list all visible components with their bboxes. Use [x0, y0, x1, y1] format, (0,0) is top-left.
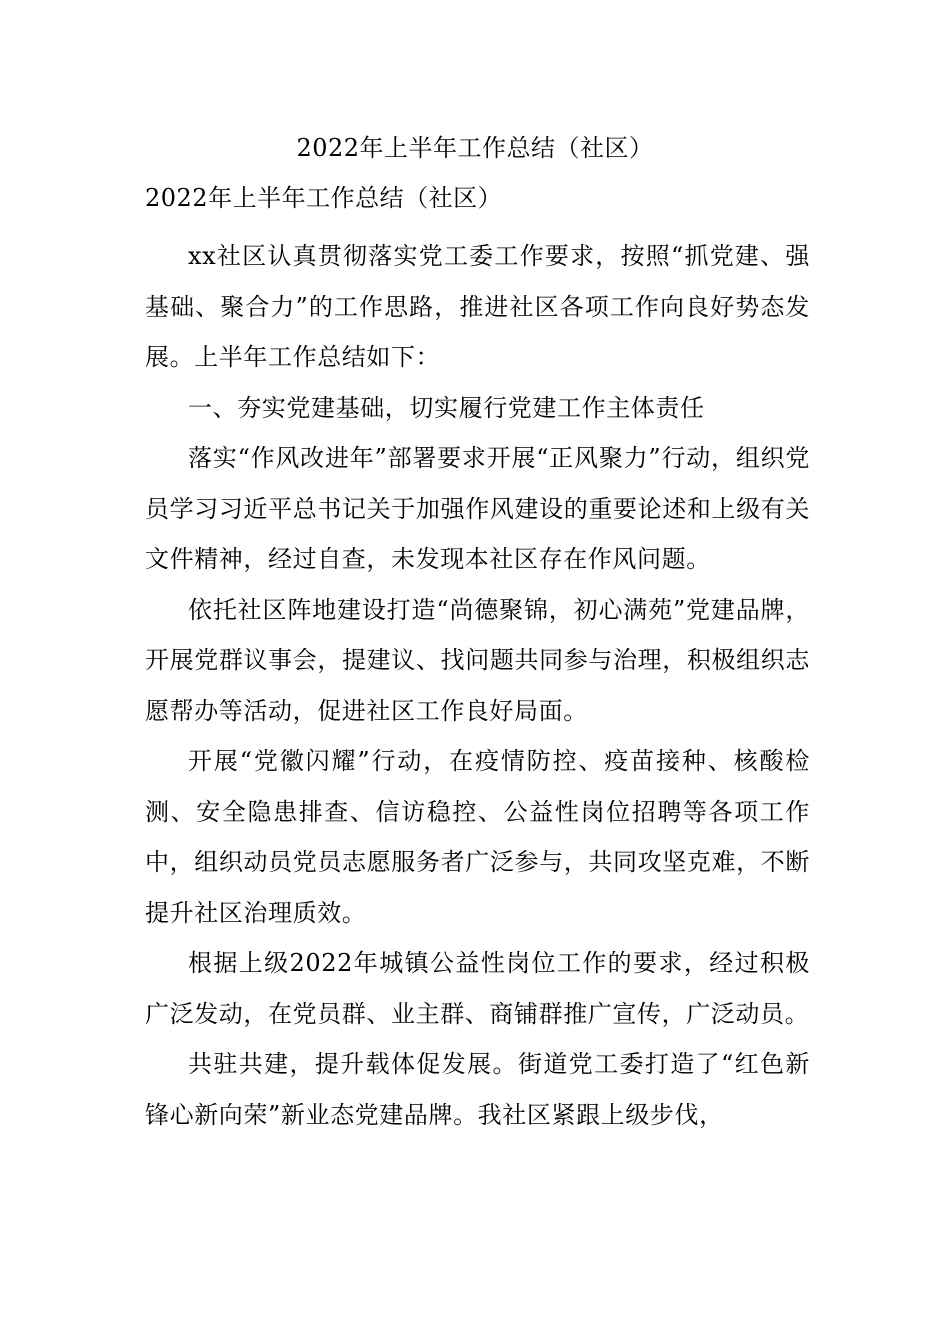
paragraph: 落实“作风改进年”部署要求开展“正风聚力”行动，组织党员学习习近平总书记关于加强作风建设的重要论述和上级有关文件精神，经过自查，未发现本社区存在作风问题。 [145, 444, 810, 573]
document-title: 2022年上半年工作总结（社区） [296, 134, 654, 162]
document-body [145, 231, 810, 1140]
paragraph: 依托社区阵地建设打造“尚德聚锦，初心满苑”党建品牌，开展党群议事会，提建议、找问题共同参与治理，积极组织志愿帮办等活动，促进社区工作良好局面。 [145, 595, 810, 725]
paragraph: 共驻共建，提升载体促发展。街道党工委打造了“红色新锋心新向荣”新业态党建品牌。我社区紧跟上级步伐， [145, 1050, 810, 1129]
paragraph-intro: xx社区认真贯彻落实党工委工作要求，按照“抓党建、强基础、聚合力”的工作思路，推进社区各项工作向良好势态发展。上半年工作总结如下： [145, 242, 810, 371]
paragraph: 开展“党徽闪耀”行动，在疫情防控、疫苗接种、核酸检测、安全隐患排查、信访稳控、公益性岗位招聘等各项工作中，组织动员党员志愿服务者广泛参与，共同攻坚克难，不断提升社区治理质效。 [145, 747, 810, 927]
document-subtitle: 2022年上半年工作总结（社区） [145, 184, 503, 212]
section-heading: 一、夯实党建基础，切实履行党建工作主体责任 [188, 393, 705, 422]
paragraph: 根据上级2022年城镇公益性岗位工作的要求，经过积极广泛发动，在党员群、业主群、商铺群推广宣传，广泛动员。 [145, 949, 810, 1028]
